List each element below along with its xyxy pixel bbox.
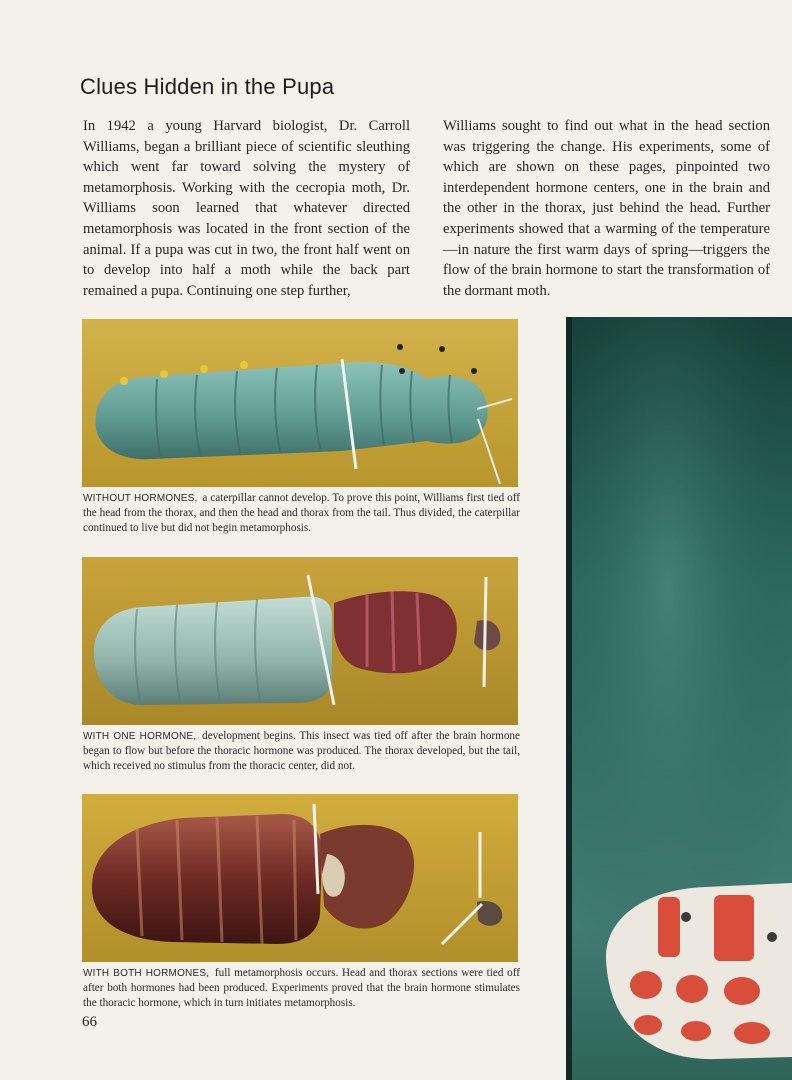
- caption-lead: WITH BOTH HORMONES,: [83, 968, 210, 979]
- page-number: 66: [82, 1014, 97, 1030]
- photo-with-both-hormones: [82, 794, 518, 962]
- photo-moth-closeup: [566, 317, 792, 1080]
- figure-caption-without-hormones: [83, 491, 520, 537]
- article-column-right: Williams sought to find out what in the head section was triggering the change. His experiments, some of which are shown on these pages, pinpointed two interdependent hormone centers, one in the brain and the other in the thorax, just behind the head. Further experiments showed that a warming of the temperature—in nature the first warm days of spring—triggers the flow of the brain hormone to start the transformation of the dormant moth.: [443, 118, 770, 299]
- caption-text: development begins. This insect was tied off after the brain hormone began to flow but before the thoracic hormone was produced. The thorax developed, but the tail, which received no stimulus from the thoracic center, did not.: [83, 730, 520, 773]
- caption-lead: WITHOUT HORMONES,: [83, 493, 198, 504]
- photo-with-one-hormone: [82, 557, 518, 725]
- figure-caption-with-both-hormones: [83, 966, 520, 1012]
- article-title: Clues Hidden in the Pupa: [80, 74, 335, 99]
- caption-text: a caterpillar cannot develop. To prove this point, Williams first tied off the head from the thorax, and then the head and thorax from the tail. Thus divided, the caterpillar continued to live but did not begin metamorphosis.: [83, 492, 521, 535]
- figure-caption-with-one-hormone: [83, 729, 520, 775]
- article-column-left: In 1942 a young Harvard biologist, Dr. Carroll Williams, began a brilliant piece of scientific sleuthing which went far toward solving the mystery of metamorphosis. Working with the cecropia moth, Dr. Williams soon learned that whatever directed metamorphosis was located in the front section of the animal. If a pupa was cut in two, the front half went on to develop into half a moth while the back part remained a pupa. Continuing one step further,: [83, 118, 410, 299]
- caption-text: full metamorphosis occurs. Head and thorax sections were tied off after both hormones had been produced. Experiments proved that the brain hormone stimulates the thoracic hormone, which in turn initiates metamorphosis.: [83, 967, 521, 1010]
- caption-lead: WITH ONE HORMONE,: [83, 731, 197, 742]
- photo-caterpillar-without-hormones: [82, 319, 518, 487]
